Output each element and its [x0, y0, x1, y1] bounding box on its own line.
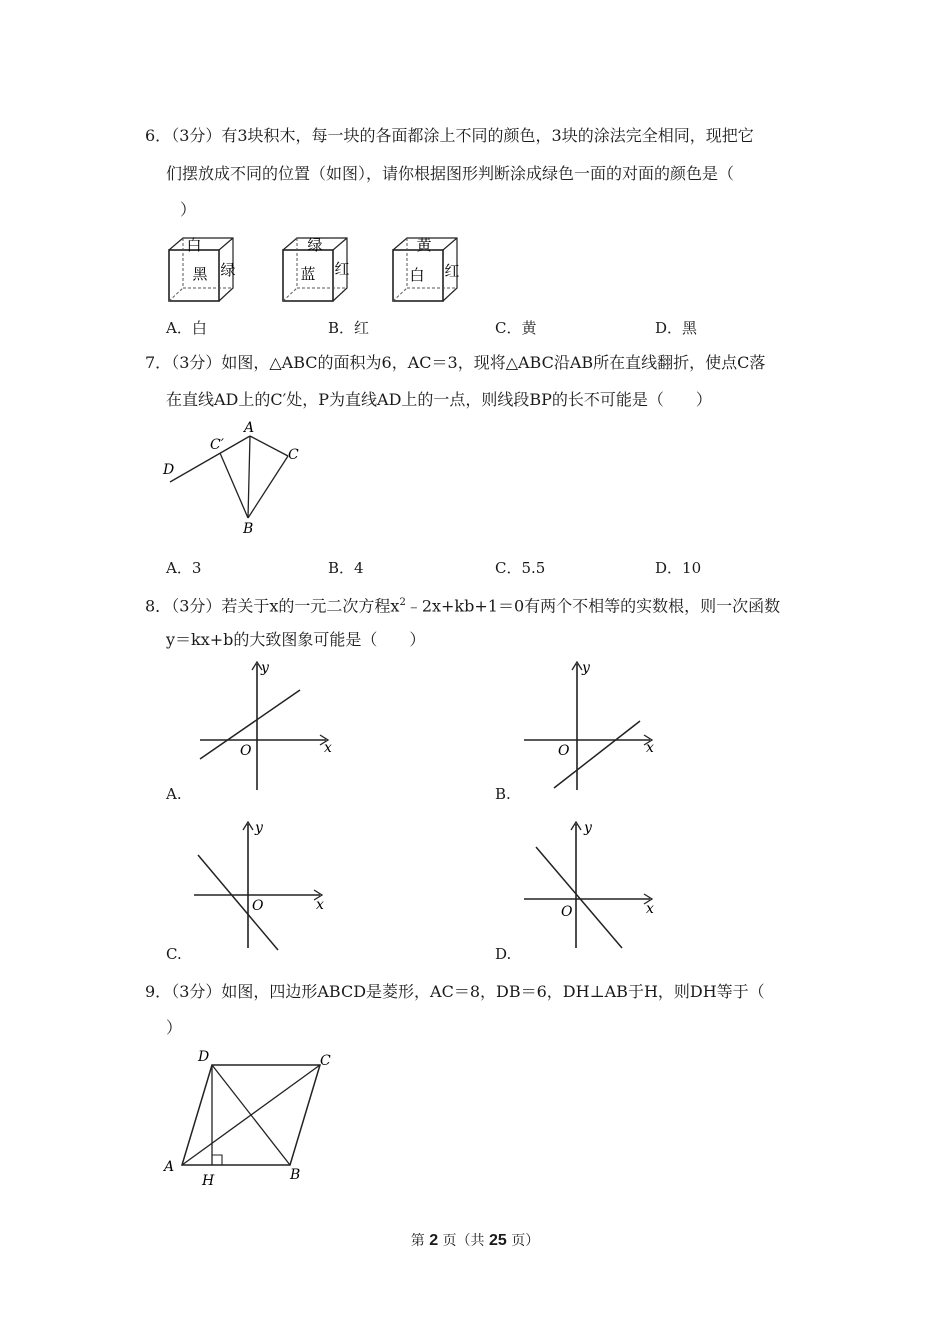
cube-1-front: 黑	[192, 265, 208, 283]
q8-a-y-label: y	[261, 660, 269, 676]
q8-text-2: y＝kx+b的大致图象可能是（ ）	[166, 630, 426, 649]
q7-option-a[interactable]: A．3	[166, 559, 202, 577]
q7-figure	[160, 418, 310, 538]
footer-suffix: 页）	[506, 1233, 540, 1249]
q6-number: 6．	[145, 126, 172, 145]
cube-3-top: 黄	[416, 236, 432, 254]
footer-middle: 页（共	[438, 1233, 489, 1249]
cube-3	[392, 236, 462, 306]
q9-text-1: 如图，四边形ABCD是菱形，AC＝8，DB＝6，DH⊥AB于H，则DH等于（	[221, 982, 765, 1001]
q7-text-2: 在直线AD上的C′处，P为直线AD上的一点，则线段BP的长不可能是（ ）	[166, 390, 712, 409]
page-footer	[0, 1230, 950, 1250]
cube-2	[282, 236, 352, 306]
q8-b-origin-label: O	[558, 743, 570, 759]
cube-1-side: 绿	[220, 261, 236, 279]
q8-option-c[interactable]: C.	[166, 945, 182, 963]
q8-option-b[interactable]: B.	[495, 785, 511, 803]
q9-label-h: H	[202, 1173, 215, 1189]
q8-b-x-label: x	[646, 740, 654, 756]
q7-label-c: C	[288, 447, 299, 463]
q8-graph-b	[520, 658, 680, 793]
footer-prefix: 第	[410, 1233, 430, 1249]
cube-1-top: 白	[186, 236, 202, 254]
q6-option-d[interactable]: D．黑	[655, 319, 698, 337]
q8-a-origin-label: O	[240, 743, 252, 759]
q7-label-d: D	[163, 462, 175, 478]
footer-total-pages: 25	[489, 1232, 507, 1249]
q9-number: 9．	[145, 982, 172, 1001]
cube-2-front: 蓝	[300, 265, 316, 283]
q9-label-d: D	[198, 1049, 210, 1065]
q7-label-a: A	[244, 420, 255, 436]
q8-score: （3分）	[171, 596, 222, 616]
cube-3-front: 白	[409, 266, 425, 284]
q8-graph-c	[190, 818, 350, 953]
q8-c-origin-label: O	[252, 898, 264, 914]
q8-option-a[interactable]: A.	[166, 785, 182, 803]
q8-b-y-label: y	[582, 660, 590, 676]
cube-2-side: 红	[334, 260, 350, 278]
q7-line1	[145, 353, 765, 373]
q8-superscript: 2	[399, 597, 406, 608]
q8-c-y-label: y	[255, 820, 263, 836]
q8-a-x-label: x	[324, 740, 332, 756]
q7-option-d[interactable]: D．10	[655, 559, 702, 577]
q9-label-c: C	[320, 1053, 331, 1069]
footer-page-number: 2	[429, 1232, 439, 1249]
cube-1	[168, 236, 238, 306]
q6-text-2: 们摆放成不同的位置（如图），请你根据图形判断涂成绿色一面的对面的颜色是（	[166, 164, 735, 183]
q8-c-x-label: x	[316, 897, 324, 913]
q7-option-c[interactable]: C．5.5	[495, 559, 546, 577]
q7-score: （3分）	[171, 353, 222, 372]
q7-option-b[interactable]: B．4	[328, 559, 364, 577]
q8-graph-d	[520, 818, 680, 953]
q8-line1	[145, 593, 780, 616]
q9-label-b: B	[290, 1167, 301, 1183]
q6-text-1: 有3块积木，每一块的各面都涂上不同的颜色，3块的涂法完全相同，现把它	[221, 126, 754, 145]
q9-figure	[160, 1045, 340, 1195]
q8-d-y-label: y	[584, 820, 592, 836]
q9-score: （3分）	[171, 982, 222, 1001]
cube-2-top: 绿	[307, 236, 323, 254]
q7-number: 7．	[145, 353, 172, 372]
q9-text-2: ）	[166, 1018, 183, 1037]
q6-score: （3分）	[171, 126, 222, 145]
q6-option-a[interactable]: A．白	[166, 319, 207, 337]
q8-text-1a: 若关于x的一元二次方程x	[221, 596, 400, 616]
q7-label-c-prime: C′	[210, 437, 224, 453]
cube-3-side: 红	[444, 262, 460, 280]
q7-text-1: 如图，△ABC的面积为6，AC＝3，现将△ABC沿AB所在直线翻折，使点C落	[221, 353, 766, 372]
q6-line1	[145, 126, 754, 146]
q8-text-1b: ﹣2x+kb+1＝0有两个不相等的实数根，则一次函数	[405, 596, 781, 616]
q8-graph-a	[190, 658, 350, 793]
q7-label-b: B	[243, 521, 254, 537]
q8-option-d[interactable]: D.	[495, 945, 512, 963]
q6-option-c[interactable]: C．黄	[495, 319, 537, 337]
q9-line1	[145, 982, 765, 1002]
q8-d-x-label: x	[646, 901, 654, 917]
q6-text-3: ）	[180, 200, 197, 219]
q9-label-a: A	[164, 1159, 175, 1175]
q8-d-origin-label: O	[561, 904, 573, 920]
q6-option-b[interactable]: B．红	[328, 319, 370, 337]
q8-number: 8．	[145, 596, 172, 616]
